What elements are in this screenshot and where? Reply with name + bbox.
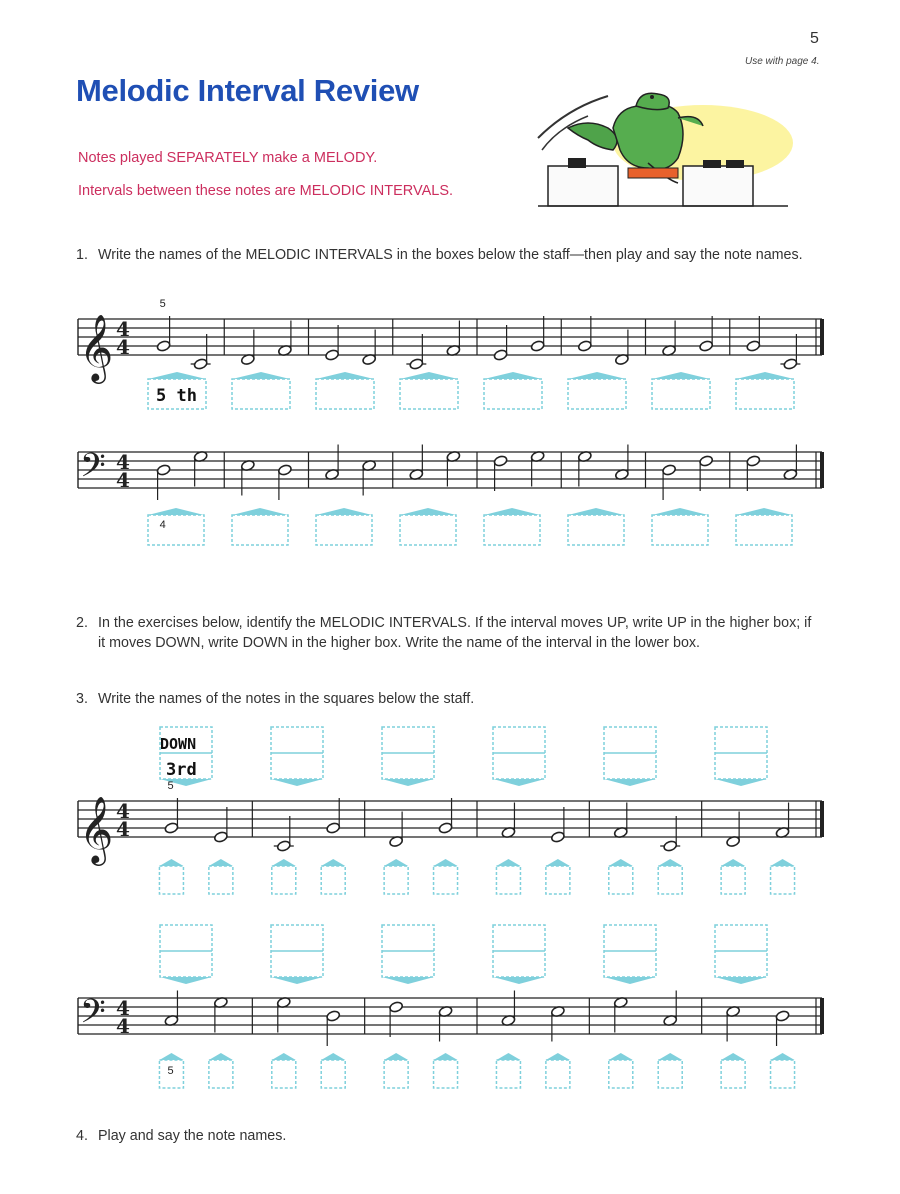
interval-answer-box [652,379,710,409]
half-note-head [493,455,508,467]
half-note-head [530,340,545,352]
half-note-head [164,822,179,834]
answer-box-cap [434,859,458,866]
note-name-square [496,866,520,894]
answer-box-cap [652,508,708,515]
intro-line-melody: Notes played SEPARATELY make a MELODY. [78,150,378,166]
time-signature-top: 4 [116,799,130,823]
answer-box-cap [148,372,206,379]
note-name-square [546,1060,570,1088]
time-signature-top: 4 [116,317,130,341]
time-signature-top: 4 [116,996,130,1020]
half-note-head [746,455,761,467]
half-note-head [193,358,208,370]
note-name-square [384,866,408,894]
bass-clef: 𝄢 [80,993,106,1039]
note-name-square [272,1060,296,1088]
note-name-square [434,866,458,894]
half-note-head [213,831,228,843]
note-name-square [159,866,183,894]
interval-answer-box [736,515,792,545]
answer-box-cap [321,859,345,866]
answer-box-cap [400,372,458,379]
interval-answer-box [736,379,794,409]
note-name-square [546,866,570,894]
answer-box-cap [771,1053,795,1060]
note-name-square [609,866,633,894]
interval-answer-box [232,379,290,409]
answer-box-cap [658,1053,682,1060]
instruction-number: 1. [76,247,88,263]
answer-box-cap [609,859,633,866]
finger-number: 5 [167,1065,174,1077]
answer-box-cap [568,372,626,379]
answer-box-cap [316,372,374,379]
half-note-head [775,1010,790,1022]
half-note-head [699,455,714,467]
bass-clef: 𝄢 [80,447,106,493]
answer-box-cap [400,508,456,515]
answer-box-cap [604,779,656,786]
answer-box-cap [148,508,204,515]
note-name-square [434,1060,458,1088]
half-note-head [663,840,678,852]
page-title: Melodic Interval Review [76,73,419,108]
time-signature-bottom: 4 [116,335,130,359]
instruction-number: 2. [76,615,88,631]
answer-box-cap [568,508,624,515]
answer-box-cap [736,508,792,515]
note-name-square [209,866,233,894]
interval-answer-box [316,379,374,409]
instruction-text: Play and say the note names. [98,1128,287,1144]
answer-box-cap [715,779,767,786]
interval-answer-box [316,515,372,545]
half-note-head [156,464,171,476]
answer-example-interval: 5 th [156,386,197,406]
finger-number: 5 [159,298,166,310]
answer-box-cap [384,859,408,866]
interval-answer-box [484,515,540,545]
intro-line-melodic-intervals: Intervals between these notes are MELODIC INTERVALS. [78,183,454,199]
page-reference-note: Use with page 4. [745,56,820,67]
answer-box-cap [271,779,323,786]
answer-box-cap [496,1053,520,1060]
note-name-square [771,1060,795,1088]
note-name-square [209,1060,233,1088]
answer-box-cap [721,1053,745,1060]
note-name-square [771,866,795,894]
answer-box-cap [721,859,745,866]
note-name-square [321,866,345,894]
finger-number: 4 [159,519,166,531]
interval-answer-box [484,379,542,409]
answer-box-cap [232,508,288,515]
answer-box-cap [715,977,767,984]
interval-answer-box [400,379,458,409]
interval-answer-box [652,515,708,545]
answer-box-cap [272,859,296,866]
half-note-head [699,340,714,352]
page-number: 5 [810,30,819,47]
half-note-head [276,840,291,852]
instruction-number: 4. [76,1128,88,1144]
answer-box-cap [736,372,794,379]
note-name-square [496,1060,520,1088]
time-signature-top: 4 [116,450,130,474]
half-note-head [783,358,798,370]
note-name-square [321,1060,345,1088]
answer-box-cap [209,859,233,866]
answer-box-cap [272,1053,296,1060]
half-note-head [550,831,565,843]
interval-answer-box [568,379,626,409]
note-name-square [721,1060,745,1088]
half-note-head [389,1001,404,1013]
instruction-text: Write the names of the notes in the squares below the staff. [98,691,475,707]
answer-box-cap [658,859,682,866]
answer-box-cap [159,859,183,866]
note-name-square [272,866,296,894]
answer-box-cap [316,508,372,515]
note-name-square [658,1060,682,1088]
answer-example-direction: DOWN [160,735,197,753]
answer-box-cap [484,508,540,515]
answer-box-cap [604,977,656,984]
answer-box-cap [271,977,323,984]
answer-box-cap [609,1053,633,1060]
answer-box-cap [209,1053,233,1060]
answer-box-cap [382,977,434,984]
time-signature-bottom: 4 [116,468,130,492]
answer-box-cap [652,372,710,379]
answer-box-cap [434,1053,458,1060]
finger-number: 5 [167,780,174,792]
answer-box-cap [493,779,545,786]
note-name-square [384,1060,408,1088]
interval-answer-box [232,515,288,545]
half-note-head [278,464,293,476]
half-note-head [662,464,677,476]
instruction-number: 3. [76,691,88,707]
note-name-square [658,866,682,894]
interval-answer-box [568,515,624,545]
half-note-head [326,1010,341,1022]
time-signature-bottom: 4 [116,1014,130,1038]
instruction-text: In the exercises below, identify the MELODIC INTERVALS. If the interval moves UP, write UP in the higher box; if it moves DOWN, write DOWN in the higher box. Write the name of the interval in the lower box. [98,615,812,651]
half-note-head [409,358,424,370]
instruction-text: Write the names of the MELODIC INTERVALS in the boxes below the staff—then play and say the note names. [98,247,803,263]
answer-box-cap [771,859,795,866]
half-note-head [493,349,508,361]
half-note-head [325,349,340,361]
interval-answer-box [400,515,456,545]
answer-box-cap [546,1053,570,1060]
interval-answer-box [148,515,204,545]
answer-box-cap [160,977,212,984]
note-name-square [609,1060,633,1088]
treble-clef: 𝄞 [79,313,114,381]
answer-example-interval: 3rd [166,760,197,780]
answer-box-cap [496,859,520,866]
answer-box-cap [382,779,434,786]
half-note-head [438,822,453,834]
half-note-head [156,340,171,352]
answer-box-cap [493,977,545,984]
answer-box-cap [321,1053,345,1060]
note-name-square [721,866,745,894]
half-note-head [326,822,341,834]
answer-box-cap [384,1053,408,1060]
half-note-head [577,340,592,352]
answer-box-cap [232,372,290,379]
answer-box-cap [159,1053,183,1060]
time-signature-bottom: 4 [116,817,130,841]
treble-clef: 𝄞 [79,795,114,863]
answer-box-cap [546,859,570,866]
half-note-head [746,340,761,352]
answer-box-cap [484,372,542,379]
